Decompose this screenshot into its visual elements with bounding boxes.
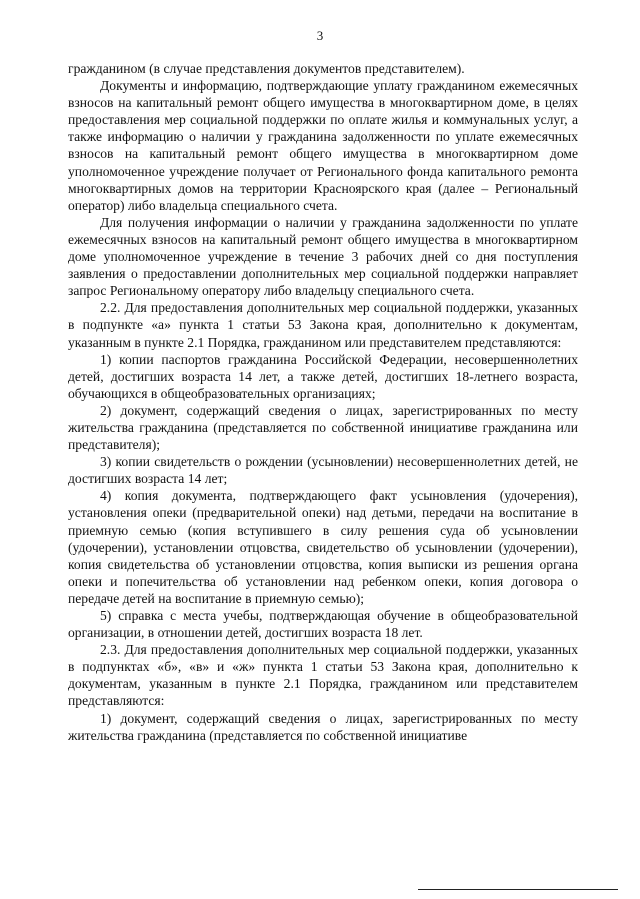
list-item-2-3-1: 1) документ, содержащий сведения о лицах, зарегистрированных по месту жительства гражданина (представляется по собственной инициативе	[68, 710, 578, 743]
list-item-2-2-3: 3) копии свидетельств о рождении (усыновлении) несовершеннолетних детей, не достигших возраста 14 лет;	[68, 454, 578, 487]
document-body	[68, 60, 578, 744]
paragraph-section-2-3: 2.3. Для предоставления дополнительных мер социальной поддержки, указанных в подпунктах «б», «в» и «ж» пункта 1 статьи 53 Закона края, дополнительно к документам, указанным в пункте 2.1 Порядка, гражданином или представителем представляются:	[68, 642, 578, 709]
list-item-2-2-5: 5) справка с места учебы, подтверждающая обучение в общеобразовательной организации, в отношении детей, достигших возраста 18 лет.	[68, 608, 578, 641]
list-item-2-2-1: 1) копии паспортов гражданина Российской Федерации, несовершеннолетних детей, достигших возраста 14 лет, а также детей, достигших 18-летнего возраста, обучающихся в общеобразовательных организациях;	[68, 351, 578, 401]
paragraph-debt-info-request: Для получения информации о наличии у гражданина задолженности по уплате ежемесячных взносов на капитальный ремонт общего имущества в многоквартирном доме уполномоченное учреждение в течение 3 рабочих дней со дня поступления заявления о предоставлении дополнительных мер социальной поддержки направляет запрос Региональному оператору либо владельцу специального счета.	[68, 214, 578, 299]
list-item-2-2-2: 2) документ, содержащий сведения о лицах, зарегистрированных по месту жительства гражданина (представляется по собственной инициативе гражданина или представителя);	[68, 402, 578, 453]
footer-divider	[418, 889, 618, 890]
paragraph-documents-info: Документы и информацию, подтверждающие уплату гражданином ежемесячных взносов на капитальный ремонт общего имущества в многоквартирном доме, в целях предоставления мер социальной поддержки по оплате жилья и коммунальных услуг, а также информацию о наличии у гражданина задолженности по уплате ежемесячных взносов на капитальный ремонт общего имущества в многоквартирном доме уполномоченное учреждение получает от Регионального фонда капитального ремонта многоквартирных домов на территории Красноярского края (далее – Региональный оператор) либо владельца специального счета.	[68, 78, 578, 213]
page-number: 3	[316, 28, 324, 43]
list-item-2-2-4: 4) копия документа, подтверждающего факт усыновления (удочерения), установления опеки (предварительной опеки) над детьми, передачи на воспитание в приемную семью (копия вступившего в силу решения суда об усыновлении (удочерении), установлении отцовства, свидетельство об усыновлении (удочерении), копия свидетельства об установлении отцовства, копия выписки из решения органа опеки и попечительства об установлении над ребенком опеки, копия договора о передаче детей на воспитание в приемную семью);	[68, 488, 578, 606]
paragraph-continuation: гражданином (в случае представления документов представителем).	[68, 61, 465, 76]
paragraph-section-2-2: 2.2. Для предоставления дополнительных мер социальной поддержки, указанных в подпункте «а» пункта 1 статьи 53 Закона края, дополнительно к документам, указанным в пункте 2.1 Порядка, гражданином или представителем представляются:	[68, 300, 578, 350]
